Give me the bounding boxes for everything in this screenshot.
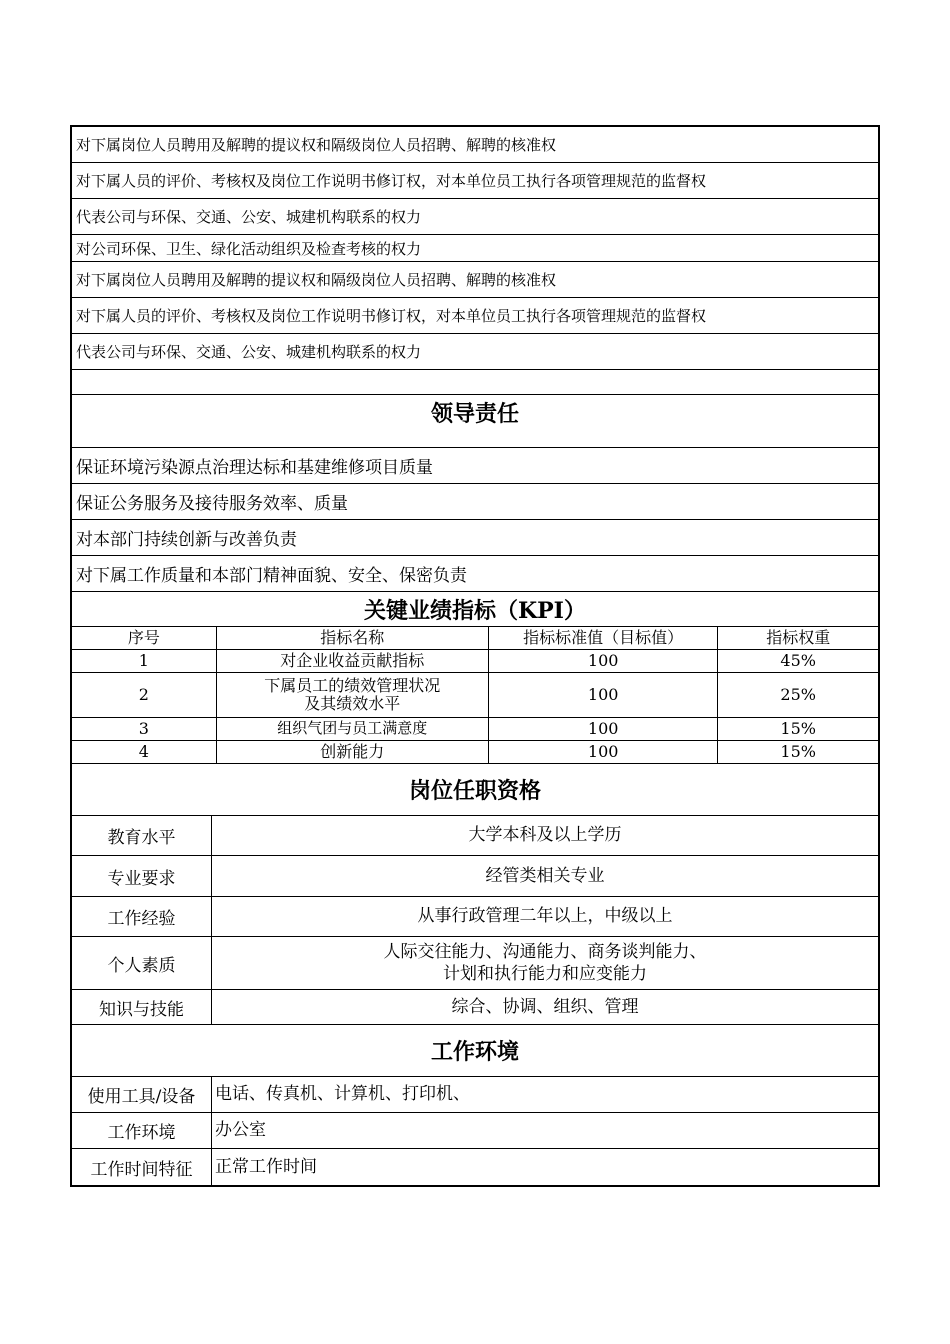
kpi-weight: 15% [780,718,816,738]
authority-row [72,298,878,334]
qualification-row [72,990,878,1025]
qualification-value: 经管类相关专业 [485,865,605,886]
authority-text: 代表公司与环保、交通、公安、城建机构联系的权力 [76,208,422,226]
qualification-row [72,816,878,856]
authority-text: 对公司环保、卫生、绿化活动组织及检查考核的权力 [76,239,422,258]
environment-label: 工作环境 [72,1113,212,1148]
authority-text: 对下属岗位人员聘用及解聘的提议权和隔级岗位人员招聘、解聘的核准权 [76,136,557,154]
qualification-label: 教育水平 [72,816,212,855]
environment-row [72,1077,878,1113]
qualification-row [72,937,878,990]
qualification-label: 专业要求 [72,856,212,896]
kpi-target: 100 [489,741,718,763]
kpi-name-line: 及其绩效水平 [304,694,401,713]
environment-value: 正常工作时间 [215,1156,317,1177]
authority-row [72,127,878,163]
leadership-text: 保证环境污染源点治理达标和基建维修项目质量 [76,458,433,478]
kpi-weight: 45% [780,650,816,670]
authority-row [72,199,878,235]
kpi-target: 100 [489,673,718,717]
kpi-header-row [72,627,878,650]
environment-row [72,1149,878,1185]
environment-label: 工作时间特征 [72,1149,212,1185]
kpi-row [72,741,878,764]
kpi-no: 4 [72,741,217,763]
leadership-heading-row [72,395,878,448]
leadership-title: 领导责任 [430,402,519,427]
kpi-header-weight: 指标权重 [766,627,831,647]
leadership-text: 保证公务服务及接待服务效率、质量 [76,494,348,514]
environment-label: 使用工具/设备 [72,1077,212,1112]
qualification-value-line: 计划和执行能力和应变能力 [443,964,647,984]
environment-value: 办公室 [215,1120,266,1141]
qualification-value: 综合、协调、组织、管理 [451,996,639,1017]
qualification-heading-row [72,764,878,816]
leadership-text: 对下属工作质量和本部门精神面貌、安全、保密负责 [76,566,467,586]
authority-row [72,163,878,199]
leadership-row [72,484,878,520]
leadership-text: 对本部门持续创新与改善负责 [76,530,297,550]
kpi-weight: 25% [780,684,816,704]
authority-text: 对下属岗位人员聘用及解聘的提议权和隔级岗位人员招聘、解聘的核准权 [76,271,557,289]
kpi-title: 关键业绩指标（KPI） [364,597,586,624]
kpi-name-line: 下属员工的绩效管理状况 [264,675,441,695]
qualification-title: 岗位任职资格 [408,779,541,804]
kpi-no: 1 [72,650,217,672]
kpi-row [72,673,878,718]
leadership-row [72,448,878,484]
kpi-name [217,673,489,717]
qualification-row [72,897,878,937]
qualification-value [212,937,878,989]
kpi-name: 对企业收益贡献指标 [217,650,489,672]
kpi-name: 组织气团与员工满意度 [217,718,489,740]
environment-row [72,1113,878,1149]
spacer-row [72,370,878,395]
environment-heading-row [72,1025,878,1077]
qualification-label: 工作经验 [72,897,212,936]
leadership-row [72,520,878,556]
authority-text: 对下属人员的评价、考核权及岗位工作说明书修订权，对本单位员工执行各项管理规范的监督权 [76,307,707,325]
qualification-label: 个人素质 [72,937,212,989]
kpi-header-no: 序号 [72,627,217,649]
qualification-value-line: 人际交往能力、沟通能力、商务谈判能力、 [383,941,707,962]
authority-text: 对下属人员的评价、考核权及岗位工作说明书修订权，对本单位员工执行各项管理规范的监督权 [76,172,707,190]
authority-row [72,235,878,262]
kpi-weight: 15% [780,741,816,761]
job-description-sheet [70,125,880,1187]
kpi-row [72,650,878,673]
leadership-row [72,556,878,592]
qualification-label: 知识与技能 [72,990,212,1024]
kpi-heading-row [72,592,878,627]
kpi-name: 创新能力 [217,741,489,763]
kpi-header-target: 指标标准值（目标值） [489,627,718,649]
kpi-target: 100 [489,718,718,740]
authority-row [72,334,878,370]
environment-title: 工作环境 [430,1040,519,1065]
kpi-no: 2 [72,673,217,717]
kpi-row [72,718,878,741]
kpi-target: 100 [489,650,718,672]
qualification-row [72,856,878,897]
qualification-value: 从事行政管理二年以上，中级以上 [417,906,673,927]
environment-value: 电话、传真机、计算机、打印机、 [215,1084,470,1105]
authority-row [72,262,878,298]
kpi-no: 3 [72,718,217,740]
authority-text: 代表公司与环保、交通、公安、城建机构联系的权力 [76,343,422,361]
qualification-value: 大学本科及以上学历 [468,825,622,846]
kpi-header-name: 指标名称 [217,627,489,649]
